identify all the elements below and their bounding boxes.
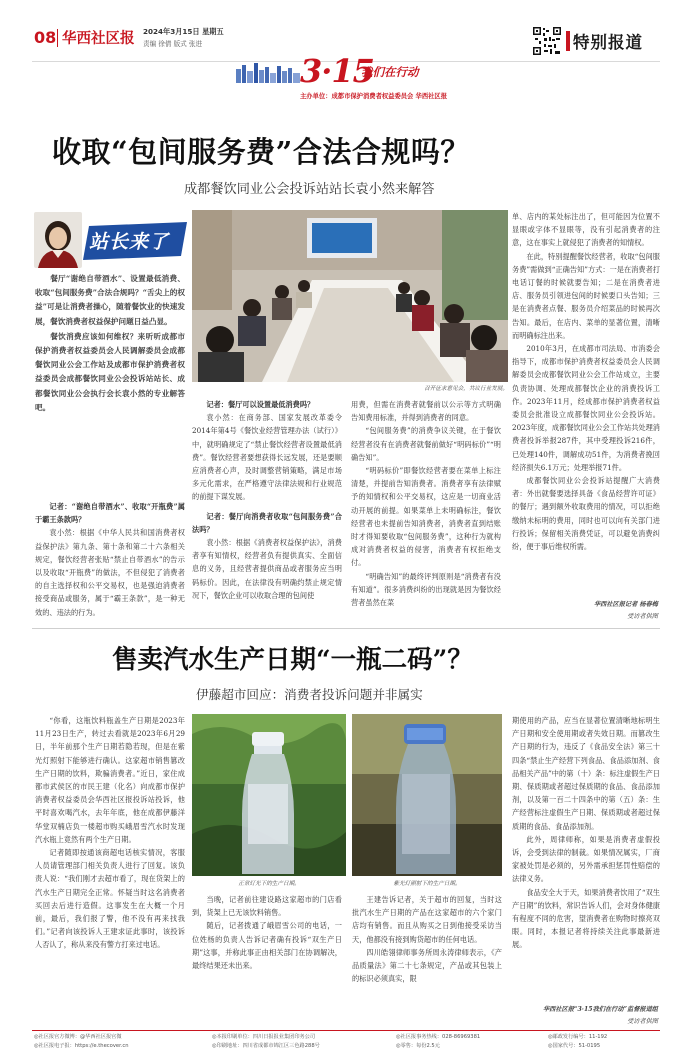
badge-station-chief: [83, 222, 187, 260]
lead-paragraph: 餐饮消费应该如何维权？来听听成都市保护消费者权益委员会人民调解委员会成都餐饮同业公会工作站及成都市保护消费者权益委员会成都餐饮同业公会投诉站站长、成都餐饮同业公会执行会长袁小然的专业解答吧。: [35, 331, 185, 412]
page-number: 08: [34, 28, 57, 47]
article1-subtitle: 成都餐饮同业公会投诉站站长袁小然来解答: [184, 182, 435, 197]
reporter-credit: 华西社区报记者 杨春梅: [593, 601, 658, 608]
article2-col4: [512, 714, 660, 952]
footer-print-address: ◎印刷地址：四川省成都市锦江区三色路288号: [212, 1043, 320, 1049]
article2-byline: [508, 1004, 658, 1028]
interview-answer: 袁小然：根据《消费者权益保护法》，消费者享有知情权，经营者负有提供真实、全面信息的义务，且经营者提供商品或者服务应当明码标价。因此，在法律没有明确约禁止规定情况下，餐饮企业可以收取合理的包间使: [192, 538, 342, 600]
portrait-photo: [34, 212, 82, 268]
footer-epaper-link: ◎社区报电子报：https://e.thecover.cn: [34, 1043, 129, 1049]
body-paragraph: 当晚，记者前往建设路这家超市的门店看到，货架上已无该饮料销售。: [192, 895, 342, 918]
photo-credit: 受访者供图: [627, 613, 658, 620]
qr-code: [532, 26, 562, 56]
article1-byline: [512, 599, 658, 623]
interview-question: 记者：“谢绝自带酒水”、收取“开瓶费”属于霸王条款吗？: [35, 502, 185, 525]
footer-price: ◎零售：每份2.5元: [396, 1043, 440, 1049]
issue-date: 2024年3月15日 星期五: [143, 27, 224, 36]
article-divider: [32, 628, 660, 629]
section-mark: [566, 31, 570, 51]
body-paragraph: 记者随即按通该商超电话核实情况，客服人员请管理部门相关负责人进行了回复。该负责人说：“我们刚才去超市看了，现在货架上的汽水生产日期完全正常。怀疑当时这名消费者买回去后进行造假。这事发生在大概一个月前，最后，我们报了警，他不没有再来找我们。”记者向该投诉人王建求证此事时，该投诉人否认了，称从来没有警方打来过电话。: [35, 848, 185, 950]
skyline-graphic: [234, 61, 304, 83]
meeting-photo-caption: 召开征求意见会，共议行业发展。: [424, 386, 508, 392]
article1-col4: [512, 210, 660, 553]
footer-weibo: ◎社区报官方微博：@华西社区报官微: [34, 1034, 122, 1040]
body-paragraph: “明码标价”即餐饮经营者要在菜单上标注清楚，并提前告知消费者。消费者享有法律赋予的知情权和公平交易权，这应是一切商业活动开展的前提。如果菜单上未明确标注，餐饮经营者也未提前告知消费者，消费者直到结账时才得知要收取“包间服务费”，这种行为就构成对消费者权益的侵害，消费者有权拒绝支付。: [351, 466, 501, 568]
article1-col1: [35, 500, 185, 619]
article2-col1: [35, 714, 185, 952]
footer-weibo-epaper: [34, 1033, 129, 1051]
footer-hotline: ◎社区报事务热线：028-86969381: [396, 1034, 481, 1040]
interview-answer: 袁小然：在商务部、国家发展改革委令2014年第4号《餐饮业经营管理办法（试行）》中，就明确规定了“禁止餐饮经营者设置最低消费”。餐饮经营者要想获得长远发展，还是要顺应消费者心声，及时调整营销策略，满足市场多元化需求，在严格遵守法律法规和行业规范的前提下谋发展。: [192, 413, 342, 502]
interview-answer: 袁小然：根据《中华人民共和国消费者权益保护法》第九条、第十条和第二十六条相关规定，餐饮经营者张贴“禁止自带酒水”的告示以及收取“开瓶费”的做法，不但侵犯了消费者的自主选择权和公平交易权，也是强迫消费者接受商品或服务，属于“霸王条款”，是一种无效的、违法的行为。: [35, 528, 185, 617]
editors: 责编 徐倩 版式 张进: [143, 40, 203, 48]
lead-paragraph: 餐厅“谢绝自带酒水”、设置最低消费、收取“包间服务费”合法合规吗？“舌尖上的权益”可是让消费者操心，随着餐饮业的快速发展，餐饮消费者权益保护问题日益凸显。: [35, 274, 185, 326]
article1-title: 收取“包间服务费”合法合规吗？: [52, 135, 470, 169]
footer-country-code: ◎国家代号：51-0195: [548, 1043, 601, 1049]
article2-col3: [352, 893, 502, 985]
body-paragraph: “包间服务费”的消费争议关键，在于餐饮经营者没有在消费者就餐前做好“明码标价”“明确告知”。: [351, 426, 501, 462]
body-paragraph: 单、店内的某处标注出了，但可能因为位置不显眼或字体不显眼等，没有引起消费者的注意，这在事实上就侵犯了消费者的知情权。: [512, 212, 660, 248]
footer-rule: [32, 1030, 660, 1031]
body-paragraph: 成都餐饮同业公会投诉站提醒广大消费者：外出就餐要选择具备《食品经营许可证》的餐厅；遇到额外收取费用的情况，可以拒绝缴纳未标明的费用，同时也可以向有关部门进行投诉；保留相关消费凭证，可以避免消费纠纷，便于事后维权所需。: [512, 476, 660, 552]
body-paragraph: 2010年3月，在成都市司法局、市消委会指导下，成都市保护消费者权益委员会人民调解委员会成都餐饮同业公会工作站成立，主要负责协调、处理成都餐饮企业的消费投诉工作。2023年11月，经成都市保护消费者权益委员会批准设立成都餐饮同业公会投诉站。2023年度，成都餐饮同业公会工作站共处理消费者投诉举报287件，其中受理投诉216件，已处理140件，调解成功51件，为消费者挽回经济损失6.1万元；处理举报71件。: [512, 344, 660, 472]
footer-hotline-price: [396, 1033, 480, 1051]
body-paragraph: 此外，周律师称，如果是消费者虚假投诉，会受到法律的制裁。如果情况属实，厂商家被处罚是必须的，另外需承担惩罚性赔偿的法律义务。: [512, 834, 660, 884]
paper-name: 华西社区报: [62, 31, 135, 47]
section-label: 特别报道: [573, 33, 643, 52]
footer-printing: [212, 1033, 320, 1051]
banner-slogan: 我们在行动: [361, 65, 419, 79]
banner-315-number: 3·15: [300, 52, 374, 90]
article2-subtitle: 伊藤超市回应：消费者投诉问题并非属实: [196, 687, 423, 702]
body-paragraph: 期使用的产品，应当在显著位置清晰地标明生产日期和安全使用期或者失效日期。而篡改生产日期的行为，违反了《食品安全法》第三十四条“禁止生产经营下列食品、食品添加剂、食品相关产品”中的第（十）条：标注虚假生产日期、保质期或者超过保质期的食品、食品添加剂，以及第一百二十四条中的第（五）条：生产经营标注虚假生产日期、保质期或者超过保质期的食品、食品添加剂。: [512, 716, 660, 831]
article2-title: 售卖汽水生产日期“一瓶二码”？: [112, 645, 473, 675]
body-paragraph: “明确告知”的最终评判原则是“消费者有没有知道”。很多消费纠纷的出现就是因为餐饮经营者虽然在菜: [351, 571, 501, 608]
article1-lead: [35, 272, 185, 415]
body-paragraph: 王建告诉记者，关于超市的回复，当时这批汽水生产日期的产品在这家超市的六个家门店均有销售。而且从购买之日到他接受采访当天，他都没有接到购货超市的任何电话。: [352, 895, 502, 944]
body-paragraph: 食品安全大于天，如果消费者饮用了“双生产日期”的饮料，常识告诉人们，会对身体健康有程度不同的危害，望消费者在购物时擦亮双眼。同时，本报记者将持续关注此事最新进展。: [512, 887, 660, 950]
article2-col2: [192, 893, 342, 972]
bottle-caption-uv: 紫光灯照射下的生产日期。: [393, 881, 461, 887]
body-paragraph: 在此，特别提醒餐饮经营者，收取“包间服务费”需做到“正确告知”方式：一是在消费者打电话订餐的时候就要告知；二是在消费者进店、服务员引领进包间的时候要口头告知；三是在消费者点餐、服务员介绍菜品的时候再次告知。最后，在店内、菜单的显著位置，清晰而明确标注出来。: [512, 251, 660, 340]
body-paragraph: 用费，但需在消费者就餐前以公示等方式明确告知费用标准，并得到消费者的同意。: [351, 400, 501, 423]
reporter-credit: 华西社区报“3·15我们在行动”监督报道组: [543, 1006, 658, 1013]
body-paragraph: “你看，这瓶饮料瓶盖生产日期是2023年11月23日生产，转过去看就是2023年6月29日，半年前那个生产日期若隐若现，但是在紫光灯照射下能够进行确认。这家超市销售篡改生产日期的饮料，欺骗消费者。”近日，家住成都市武侯区的市民王建（化名）向成都市保护消费者权益委员会华西社区报投诉站投诉，他平时喜欢喝汽水，去年年底，他在成都伊藤洋华堂双楠店负一楼超市购买峨眉雪汽水时发现汽水瓶上竟然有两个生产日期。: [35, 716, 185, 844]
body-paragraph: 随后，记者拨通了峨眉雪公司的电话，一位姓杨的负责人告诉记者确有投诉“双生产日期”这事，并称此事正由相关部门在协调解决，最终结果还未出来。: [192, 921, 342, 971]
organizers: 主办单位：成都市保护消费者权益委员会 华西社区报: [300, 93, 448, 100]
footer-printer: ◎本报印刷单位：四川日报报业集团印务公司: [212, 1034, 316, 1040]
bottle-photo-normal: [192, 714, 346, 876]
bottle-caption-normal: 正常灯光下的生产日期。: [238, 881, 300, 887]
interview-question: 记者：餐厅向消费者收取“包间服务费”合法吗？: [192, 511, 342, 534]
photo-credit: 受访者供图: [627, 1018, 658, 1025]
article1-col2: [192, 398, 342, 602]
bottle-photo-uv: [352, 714, 502, 876]
footer-codes: [548, 1033, 607, 1051]
article1-col3: [351, 398, 501, 609]
body-paragraph: 四川皓翎律师事务所周永涛律师表示，《产品质量法》第二十七条规定，产品或其包装上的标识必须真实，限: [352, 947, 502, 984]
interview-question: 记者：餐厅可以设置最低消费吗？: [206, 400, 315, 409]
header-divider: [57, 29, 58, 47]
meeting-photo: [192, 210, 508, 382]
badge-text: 站长来了: [89, 231, 170, 253]
footer-postal-code: ◎邮政发行编号：11-192: [548, 1034, 608, 1040]
